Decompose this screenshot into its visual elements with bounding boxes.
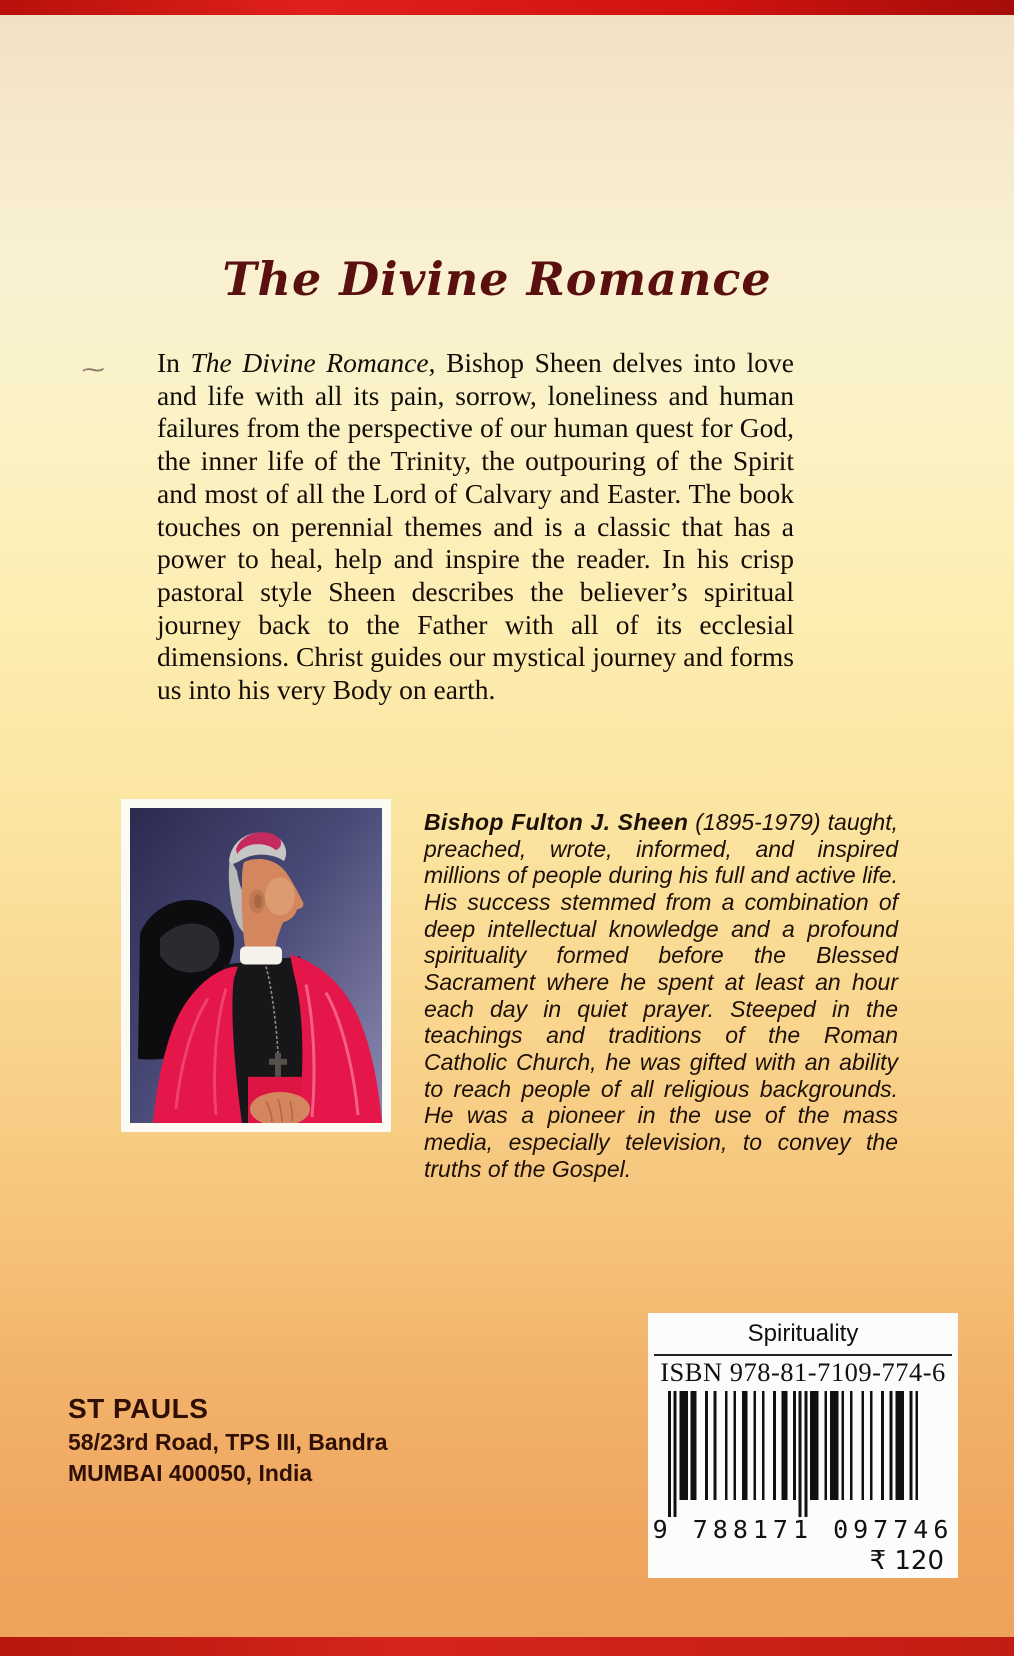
- bottom-red-edge: [0, 1637, 1014, 1656]
- synopsis-paragraph: [157, 347, 794, 707]
- isbn-label: ISBN 978-81-7109-774-6: [660, 1357, 946, 1387]
- barcode-panel: [648, 1313, 958, 1578]
- cheek-highlight: [265, 877, 295, 915]
- publisher-block: [68, 1393, 388, 1487]
- price-label: ₹ 120: [869, 1546, 944, 1576]
- author-photo: [130, 808, 382, 1123]
- author-bio-rest: (1895-1979) taught, preached, wrote, informed, and inspired millions of people during his full and active life. His success stemmed from a combination of deep intellectual knowledge and a profound spirituality formed before the Blessed Sacrament where he spent at least an hour each day in quiet prayer. Steeped in the teachings and traditions of the Roman Catholic Church, he was gifted with an ability to reach people of all religious backgrounds. He was a pioneer in the use of the mass media, especially television, to convey the truths of the Gospel.: [424, 809, 898, 1182]
- stray-mark: ~: [79, 358, 108, 383]
- book-title: The Divine Romance: [222, 252, 772, 306]
- category-label: Spirituality: [747, 1320, 859, 1347]
- synopsis-lead: In: [157, 347, 191, 378]
- inline-book-title: The Divine Romance: [190, 347, 429, 378]
- author-photo-frame: [121, 799, 391, 1132]
- publisher-name: ST PAULS: [68, 1393, 209, 1424]
- collar: [240, 946, 282, 964]
- synopsis-rest: , Bishop Sheen delves into love and life with all its pain, sorrow, loneliness and human failures from the perspective of our human quest for God, the inner life of the Trinity, the outpouring of the Spirit and most of all the Lord of Calvary and Easter. The book touches on perennial themes and is a classic that has a power to heal, help and inspire the reader. In his crisp pastoral style Sheen describes the believer’s spiritual journey back to the Father with all of its ecclesial dimensions. Christ guides our mystical journey and forms us into his very Body on earth.: [157, 347, 795, 706]
- ean-barcode: [668, 1391, 938, 1517]
- divider-line: [654, 1354, 952, 1356]
- publisher-address-line1: 58/23rd Road, TPS III, Bandra: [68, 1429, 388, 1455]
- publisher-address-line2: MUMBAI 400050, India: [68, 1460, 313, 1486]
- ear-inner: [254, 894, 262, 908]
- top-red-edge: [0, 0, 1014, 15]
- barcode-number: 9 788171 097746: [652, 1515, 954, 1544]
- author-name: Bishop Fulton J. Sheen: [424, 809, 689, 835]
- chair-highlight: [160, 924, 220, 973]
- author-bio: [424, 809, 898, 1182]
